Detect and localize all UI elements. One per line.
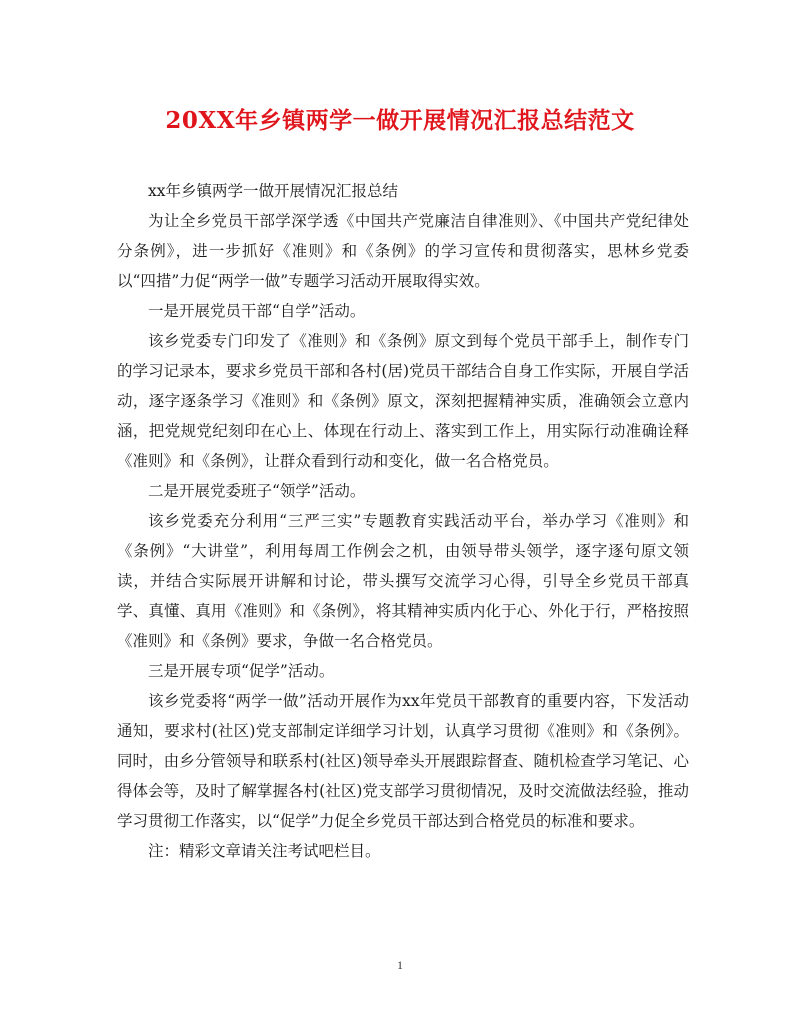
paragraph-subtitle: xx年乡镇两学一做开展情况汇报总结 <box>148 182 398 200</box>
paragraph-note: 注：精彩文章请关注考试吧栏目。 <box>148 842 381 860</box>
paragraph-heading-3: 三是开展专项“促学”活动。 <box>148 662 335 680</box>
paragraph-body-3: 该乡党委将“两学一做”活动开展作为xx年党员干部教育的重要内容，下发活动通知，要求村(社区)党支部制定详细学习计划，认真学习贯彻《准则》和《条例》。同时，由乡分管领导和联系村(社区)领导牵头开展跟踪督查、随机检查学习笔记、心得体会等，及时了解掌握各村(社区)党支部学习贯彻情况，及时交流做法经验，推动学习贯彻工作落实，以“促学”力促全乡党员干部达到合格党员的标准和要求。 <box>117 692 689 830</box>
document-title: 20XX年乡镇两学一做开展情况汇报总结范文 <box>165 107 635 134</box>
paragraph-heading-2: 二是开展党委班子“领学”活动。 <box>148 482 366 500</box>
paragraph-body-2: 该乡党委充分利用“三严三实”专题教育实践活动平台，举办学习《准则》和《条例》“大讲堂”，利用每周工作例会之机，由领导带头领学，逐字逐句原文领读，并结合实际展开讲解和讨论，带头撰写交流学习心得，引导全乡党员干部真学、真懂、真用《准则》和《条例》，将其精神实质内化于心、外化于行，严格按照《准则》和《条例》要求，争做一名合格党员。 <box>117 512 689 650</box>
paragraph-intro: 为让全乡党员干部学深学透《中国共产党廉洁自律准则》、《中国共产党纪律处分条例》，进一步抓好《准则》和《条例》的学习宣传和贯彻落实，思林乡党委以“四措”力促“两学一做”专题学习活动开展取得实效。 <box>117 212 689 290</box>
paragraph-heading-1: 一是开展党员干部“自学”活动。 <box>148 302 366 320</box>
document-body <box>117 176 689 866</box>
paragraph-body-1: 该乡党委专门印发了《准则》和《条例》原文到每个党员干部手上，制作专门的学习记录本，要求乡党员干部和各村(居)党员干部结合自身工作实际，开展自学活动，逐字逐条学习《准则》和《条例》原文，深刻把握精神实质，准确领会立意内涵，把党规党纪刻印在心上、体现在行动上、落实到工作上，用实际行动准确诠释《准则》和《条例》，让群众看到行动和变化，做一名合格党员。 <box>117 332 689 470</box>
page-number: 1 <box>397 958 403 972</box>
